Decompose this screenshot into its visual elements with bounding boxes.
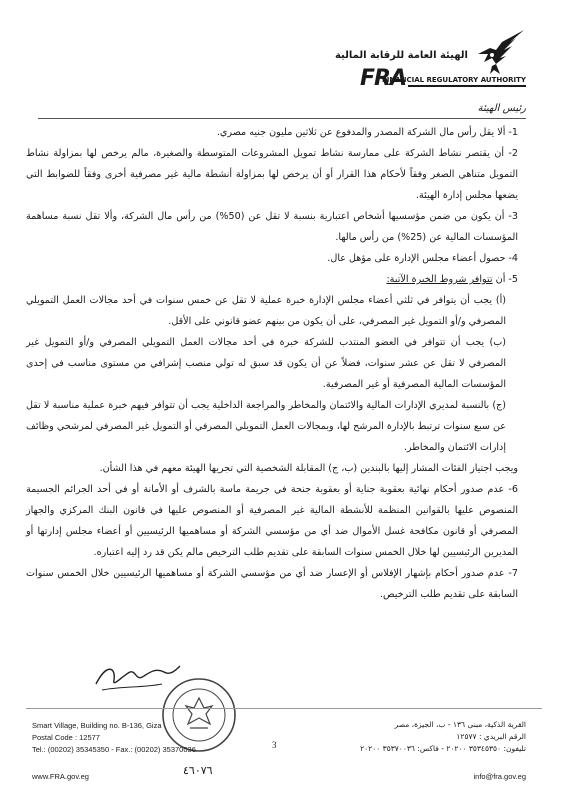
logo-underline — [408, 85, 526, 87]
page-number: 3 — [272, 740, 277, 750]
address-english: Smart Village, Building no. B-136, Giza — [32, 721, 162, 730]
clause-5-prefix: 5- أن — [495, 274, 518, 285]
postal-code-arabic: الرقم البريدي : ١٢٥٧٧ — [456, 732, 526, 741]
org-name-english: FINANCIAL REGULATORY AUTHORITY — [381, 76, 526, 84]
document-number: ٤٦٠٧٦ — [183, 765, 213, 777]
postal-code-english: Postal Code : 12577 — [32, 733, 100, 742]
footer-divider — [26, 708, 542, 709]
phone-fax-english: Tel.: (00202) 35345350 - Fax.: (00202) 35370036 — [32, 745, 196, 754]
handwritten-note: رئيس الهيئة — [477, 103, 526, 114]
clause-5a: (أ) يجب أن يتوافر في ثلثي أعضاء مجلس الإدارة خبرة عملية لا تقل عن خمس سنوات في أحد مجالات العمل التمويلي المصرفي و/أو التمويل غير المصرفي، على أن يكون من بينهم عضو قانوني على الأقل. — [26, 295, 506, 327]
clause-3: 3- أن يكون من ضمن مؤسسيها أشخاص اعتبارية بنسبة لا تقل عن (50%) من رأس مال الشركة، وألا تقل نسبة مساهمة المؤسسات المالية عن (25%) من رأس مالها. — [26, 211, 518, 243]
footer-contact-english — [32, 720, 196, 756]
clause-5c: (ج) بالنسبة لمديري الإدارات المالية والائتمان والمخاطر والمراجعة الداخلية يجب أن تتوافر فيهم خبرة عملية مناسبة لا تقل عن سبع سنوات ترتبط بالإدارة المرشح لها، وبمجالات العمل التمويلي المصرفي أو التمويل غير المصرفي لمرشحي وظائف إدارات الائتمان والمخاطر. — [26, 400, 506, 453]
clause-7: 7- عدم صدور أحكام بإشهار الإفلاس أو الإعسار ضد أي من مؤسسي الشركة أو مساهميها الرئيسيين خلال الخمس سنوات السابقة على تقديم طلب الترخيص. — [26, 568, 518, 600]
header-divider — [38, 118, 526, 119]
clause-6: 6- عدم صدور أحكام نهائية بعقوبة جناية أو بعقوبة جنحة في جريمة ماسة بالشرف أو الأمانة أو في أحد الجرائم الجسيمة المنصوص عليها بالقوانين المنظمة للأنشطة المالية غير المصرفية أو المنصوص عليها في قانون البنك المركزي والجهاز المصرفي أو قانون مكافحة غسل الأموال ضد أي من مؤسسي الشركة أو مساهميها الرئيسيين أو أعضاء مجلس إدارتها أو المديرين الرئيسيين لها خلال الخمس سنوات السابقة على تقديم طلب الترخيص مالم يكن قد رد إليه اعتباره. — [26, 484, 518, 558]
email-link[interactable]: info@fra.gov.eg — [473, 772, 526, 781]
org-name-arabic: الهيئة العامة للرقابة المالية — [334, 50, 468, 61]
eagle-logo-icon — [466, 28, 526, 76]
clause-5 — [26, 269, 536, 290]
address-arabic: القرية الذكية، مبنى ١٣٦ - ب، الجيزة، مصر — [394, 720, 526, 729]
clause-2: 2- أن يقتصر نشاط الشركة على ممارسة نشاط تمويل المشروعات المتوسطة والصغيرة، مالم يرخص لها بمزاولة نشاط التمويل متناهي الصغر وفقاً لأحكام هذا القرار أو أن يرخص لها بمزاولة أنشطة مالية غير مصرفية أخرى وفقاً للضوابط التي يضعها مجلس إدارة الهيئة. — [26, 148, 518, 201]
clause-5-note: ويجب اجتياز الفئات المشار إليها بالبندين (ب، ج) المقابلة الشخصية التي تجريها الهيئة معهم في هذا الشأن. — [99, 463, 518, 474]
website-link[interactable]: www.FRA.gov.eg — [32, 772, 89, 781]
clause-4: 4- حصول أعضاء مجلس الإدارة على مؤهل عال. — [327, 253, 518, 264]
clause-5b: (ب) يجب أن تتوافر في العضو المنتدب للشركة خبرة في أحد مجالات العمل التمويلي المصرفي و/أو التمويل غير المصرفي لا تقل عن عشر سنوات، فضلاً عن أن يكون قد سبق له تولي منصب إشرافي من مستوى مناسب في إحدى المؤسسات المالية المصرفية أو غير المصرفية. — [26, 337, 506, 390]
org-abbreviation: FRA — [360, 66, 406, 91]
footer-contact-arabic — [360, 719, 526, 755]
clause-5-heading: تتوافر شروط الخبرة الآتية: — [386, 274, 493, 285]
clause-1: 1- ألا يقل رأس مال الشركة المصدر والمدفوع عن ثلاثين مليون جنيه مصري. — [216, 127, 518, 138]
fra-logo — [326, 28, 526, 98]
document-body — [26, 122, 536, 605]
phone-fax-arabic: تليفون: ٣٥٣٤٥٣٥٠ ٢٠٢٠٠ - فاكس: ٣٥٣٧٠٠٣٦ ٢٠٢٠٠ — [360, 744, 526, 753]
